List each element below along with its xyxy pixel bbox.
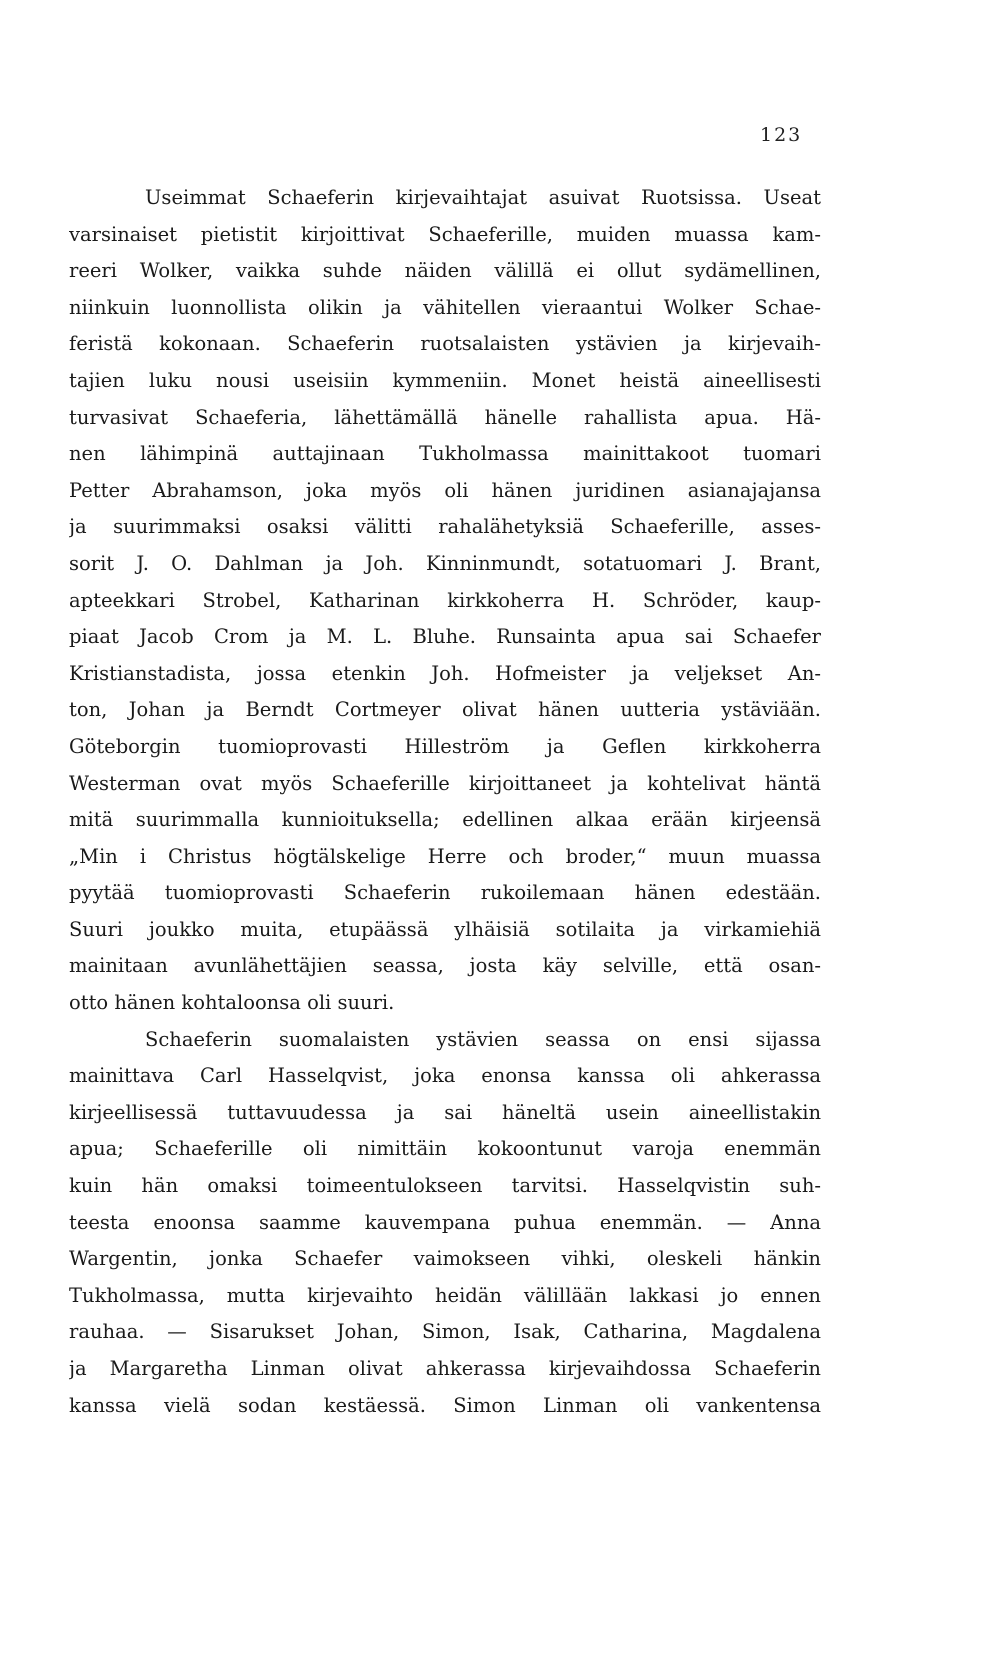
text-line: sorit J. O. Dahlman ja Joh. Kinninmundt, sotatuomari J. Brant,: [69, 551, 821, 575]
text-line: Westerman ovat myös Schaeferille kirjoittaneet ja kohtelivat häntä: [69, 771, 821, 795]
page-number: 123: [760, 124, 803, 146]
text-line: ton, Johan ja Berndt Cortmeyer olivat hänen uutteria ystäviään.: [69, 698, 821, 722]
text-line: apua; Schaeferille oli nimittäin kokoontunut varoja enemmän: [69, 1137, 821, 1161]
text-line: kuin hän omaksi toimeentulokseen tarvitsi. Hasselqvistin suh-: [69, 1174, 821, 1198]
text-line: rauhaa. — Sisarukset Johan, Simon, Isak, Catharina, Magdalena: [69, 1320, 821, 1344]
text-line: kirjeellisessä tuttavuudessa ja sai häneltä usein aineellistakin: [69, 1100, 821, 1124]
text-line: kanssa vielä sodan kestäessä. Simon Linman oli vankentensa: [69, 1393, 821, 1417]
text-line: Schaeferin suomalaisten ystävien seassa on ensi sijassa: [145, 1027, 821, 1051]
text-line: niinkuin luonnollista olikin ja vähitellen vieraantui Wolker Schae-: [69, 295, 821, 319]
text-line: Suuri joukko muita, etupäässä ylhäisiä sotilaita ja virkamiehiä: [69, 917, 821, 941]
text-line: teesta enoonsa saamme kauvempana puhua enemmän. — Anna: [69, 1210, 821, 1234]
text-line: Wargentin, jonka Schaefer vaimokseen vihki, oleskeli hänkin: [69, 1247, 821, 1271]
text-line: tajien luku nousi useisiin kymmeniin. Monet heistä aineellisesti: [69, 368, 821, 392]
text-line: turvasivat Schaeferia, lähettämällä hänelle rahallista apua. Hä-: [69, 405, 821, 429]
text-line: pyytää tuomioprovasti Schaeferin rukoilemaan hänen edestään.: [69, 881, 821, 905]
text-line: ja Margaretha Linman olivat ahkerassa kirjevaihdossa Schaeferin: [69, 1357, 821, 1380]
text-line: ja suurimmaksi osaksi välitti rahalähetyksiä Schaeferille, asses-: [69, 515, 821, 539]
text-line: piaat Jacob Crom ja M. L. Bluhe. Runsainta apua sai Schaefer: [69, 625, 821, 649]
text-line: mitä suurimmalla kunnioituksella; edellinen alkaa erään kirjeensä: [69, 808, 821, 832]
body-text: [69, 180, 821, 1424]
text-line: reeri Wolker, vaikka suhde näiden välillä ei ollut sydämellinen,: [69, 259, 821, 283]
text-line: nen lähimpinä auttajinaan Tukholmassa mainittakoot tuomari: [69, 442, 821, 466]
text-line: Petter Abrahamson, joka myös oli hänen juridinen asianajajansa: [69, 478, 821, 502]
text-line: „Min i Christus högtälskelige Herre och broder,“ muun muassa: [69, 844, 821, 868]
text-line: feristä kokonaan. Schaeferin ruotsalaisten ystävien ja kirjevaih-: [69, 332, 821, 356]
text-line: apteekkari Strobel, Katharinan kirkkoherra H. Schröder, kaup-: [69, 588, 821, 612]
text-line: mainittava Carl Hasselqvist, joka enonsa kanssa oli ahkerassa: [69, 1064, 821, 1088]
text-line: Tukholmassa, mutta kirjevaihto heidän välillään lakkasi jo ennen: [69, 1283, 821, 1307]
text-line: mainitaan avunlähettäjien seassa, josta käy selville, että osan-: [69, 954, 821, 978]
text-line: varsinaiset pietistit kirjoittivat Schaeferille, muiden muassa kam-: [69, 222, 821, 246]
text-line: otto hänen kohtaloonsa oli suuri.: [69, 991, 395, 1015]
text-line: Kristianstadista, jossa etenkin Joh. Hofmeister ja veljekset An-: [69, 661, 821, 685]
text-line: Göteborgin tuomioprovasti Hilleström ja Geflen kirkkoherra: [69, 734, 821, 758]
text-line: Useimmat Schaeferin kirjevaihtajat asuivat Ruotsissa. Useat: [145, 186, 821, 209]
